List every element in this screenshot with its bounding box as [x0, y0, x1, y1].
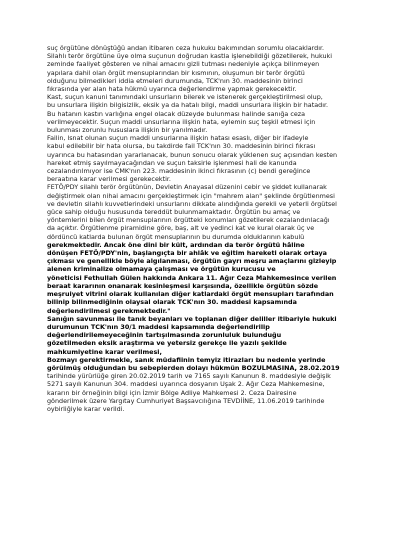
- text-line: gönderilmek üzere Yargıtay Cumhuriyet Başsavcılığına TEVDİİNE, 11.06.2019 tarihinde: [47, 396, 325, 405]
- text-line: değerlendirilmesi gerekmektedir.": [47, 306, 171, 315]
- text-line: yapılara dahil olan örgüt mensuplarından bir kısmının, oluşumun bir terör örgütü: [47, 68, 305, 77]
- text-line: görülmüş olduğundan bu sebeplerden dolayı hükmün BOZULMASINA, 28.02.2019: [47, 363, 340, 372]
- text-line: beraatına karar verilmesi gerekecektir.: [47, 175, 171, 184]
- text-line: Bu hatanın kastın varlığına engel olacak düzeyde bulunması halinde sanığa ceza: [47, 109, 306, 118]
- text-line: oybirliğiyle karar verildi.: [47, 404, 125, 413]
- text-line: meşruiyet vitrini olarak kullanılan diğer katlardaki örgüt mensupları tarafından: [47, 290, 334, 299]
- text-line: verilmeyecektir. Suçun maddi unsurlarına ilişkin hata, eylemin suç teşkil etmesi için: [47, 117, 316, 126]
- text-line: mahkumiyetine karar verilmesi,: [47, 347, 162, 356]
- text-line: uyarınca bu hatasından yararlanacak, bunun sonucu olarak yüklenen suç açısından kesten: [47, 150, 338, 159]
- text-line: gerekmektedir. Ancak öne dini bir kült, ardından da terör örgütü hâline: [47, 240, 305, 249]
- text-line: bu unsurlara ilişkin bilgisizlik, eksik ya da hatalı bilgi, maddi unsurlara ilişkin bir hatadır.: [47, 101, 329, 110]
- document-body: [47, 44, 367, 413]
- text-line: yöneticisi Fethullah Gülen hakkında Ankara 11. Ağır Ceza Mahkemesince verilen: [47, 273, 337, 282]
- text-line: beraat kararının onanarak kesinleşmesi karşısında, özellikle örgütün sözde: [47, 281, 319, 290]
- text-line: gözetilmeden eksik araştırma ve yetersiz gerekçe ile yazılı şekilde: [47, 339, 287, 348]
- text-line: dönüşen FETÖ/PDY'nin, başlangıçta bir ahlâk ve eğitim hareketi olarak ortaya: [47, 249, 327, 258]
- text-line: bulunması zorunlu hususlara ilişkin bir yanılmadır.: [47, 126, 208, 135]
- text-line: alenen kriminalize olmamaya çalışması ve örgütün kurucusu ve: [47, 265, 276, 274]
- text-line: bilinip bilinmediğinin olaysal olarak TCK'nın 30. maddesi kapsamında: [47, 298, 297, 307]
- text-line: Silahlı terör örgütüne üye olma suçunun doğrudan kastla işlenebildiği gözetilerek, hukuki: [47, 52, 332, 61]
- text-line: suç örgütüne dönüştüğü andan itibaren ceza hukuku bakımından sorumlu olacaklardır.: [47, 44, 325, 52]
- text-line: Bozmayı gerektirmekle, sanık müdafiinin temyiz itirazları bu nedenle yerinde: [47, 355, 326, 364]
- text-line: Sanığın savunması ile tanık beyanları ve toplanan diğer deliller itibariyle hukuki: [47, 314, 337, 323]
- text-line: değiştirmek olan nihai amacını gerçekleştirmek için "mahrem alan" şeklinde örgütlenmesi: [47, 191, 335, 200]
- text-line: çıkması ve genellikle böyle algılanması, örgütün gayrı meşru amaçlarını gizleyip: [47, 257, 337, 266]
- text-line: olduğunu bilmedikleri iddia etmeleri durumunda, TCK'nın 30. maddesinin birinci: [47, 76, 303, 85]
- text-line: hareket etmiş sayılmayacağından ve suçun taksirle işlenmesi hali de kanunda: [47, 158, 297, 167]
- text-line: kabul edilebilir bir hata olursa, bu takdirde fail TCK'nın 30. maddesinin birinci fıkrası: [47, 142, 316, 151]
- text-line: değerlendirilemeyeceğinin tartışılmasında zorunluluk bulunduğu: [47, 331, 282, 340]
- text-line: cezalandırılmıyor ise CMK'nın 223. maddesinin ikinci fıkrasının (c) bendi gereğince: [47, 167, 311, 176]
- text-line: da açıktır. Örgütlenme piramidine göre, baş, alt ve yedinci kat ve kural olarak üç ve: [47, 224, 315, 233]
- text-line: kararın bir örneğinin bilgi için İzmir Bölge Adliye Mahkemesi 2. Ceza Dairesine: [47, 388, 297, 397]
- text-line: tarihinde yürürlüğe giren 20.02.2019 tarih ve 7165 sayılı Kanunun 8. maddesiyle değişik: [47, 372, 331, 381]
- text-line: yöntemlerini bilen örgüt mensuplarının örgütteki konumları gözetilerek cezalandırılacağı: [47, 216, 330, 225]
- text-line: zeminde faaliyet gösteren ve nihai amacını gizli tutması nedeniyle açıkça bilinmeyen: [47, 60, 320, 69]
- text-line: durumunun TCK'nın 30/1 maddesi kapsamında değerlendirilip: [47, 322, 270, 331]
- text-line: güce sahip olduğu hususunda tereddüt bulunmamaktadır. Örgütün bu amaç ve: [47, 208, 301, 217]
- text-line: Failin, lsnat olunan suçun maddi unsurlarına ilişkin hatası esaslı, diğer bir ifadeyle: [47, 134, 309, 143]
- text-line: 5271 sayılı Kanunun 304. maddesi uyarınca dosyanın Uşak 2. Ağır Ceza Mahkemesine,: [47, 380, 325, 389]
- text-line: ve devletin silahlı kuvvetlerindeki unsurlarını dikkate alındığında gerekli ve yeterli örgütsel: [47, 199, 337, 208]
- text-line: Kast, suçun kanuni tanımındaki unsurların bilerek ve istenerek gerçekleştirilmesi olup,: [47, 93, 323, 102]
- text-line: FETÖ/PDY silahlı terör örgütünün, Devletin Anayasal düzenini cebir ve şiddet kullanarak: [47, 183, 327, 192]
- text-line: fıkrasında yer alan hata hükmü uyarınca değerlendirme yapmak gerekecektir.: [47, 85, 297, 94]
- text-line: dördüncü katlarda bulunan örgüt mensuplarının bu durumda olduklarının kabulü: [47, 232, 305, 241]
